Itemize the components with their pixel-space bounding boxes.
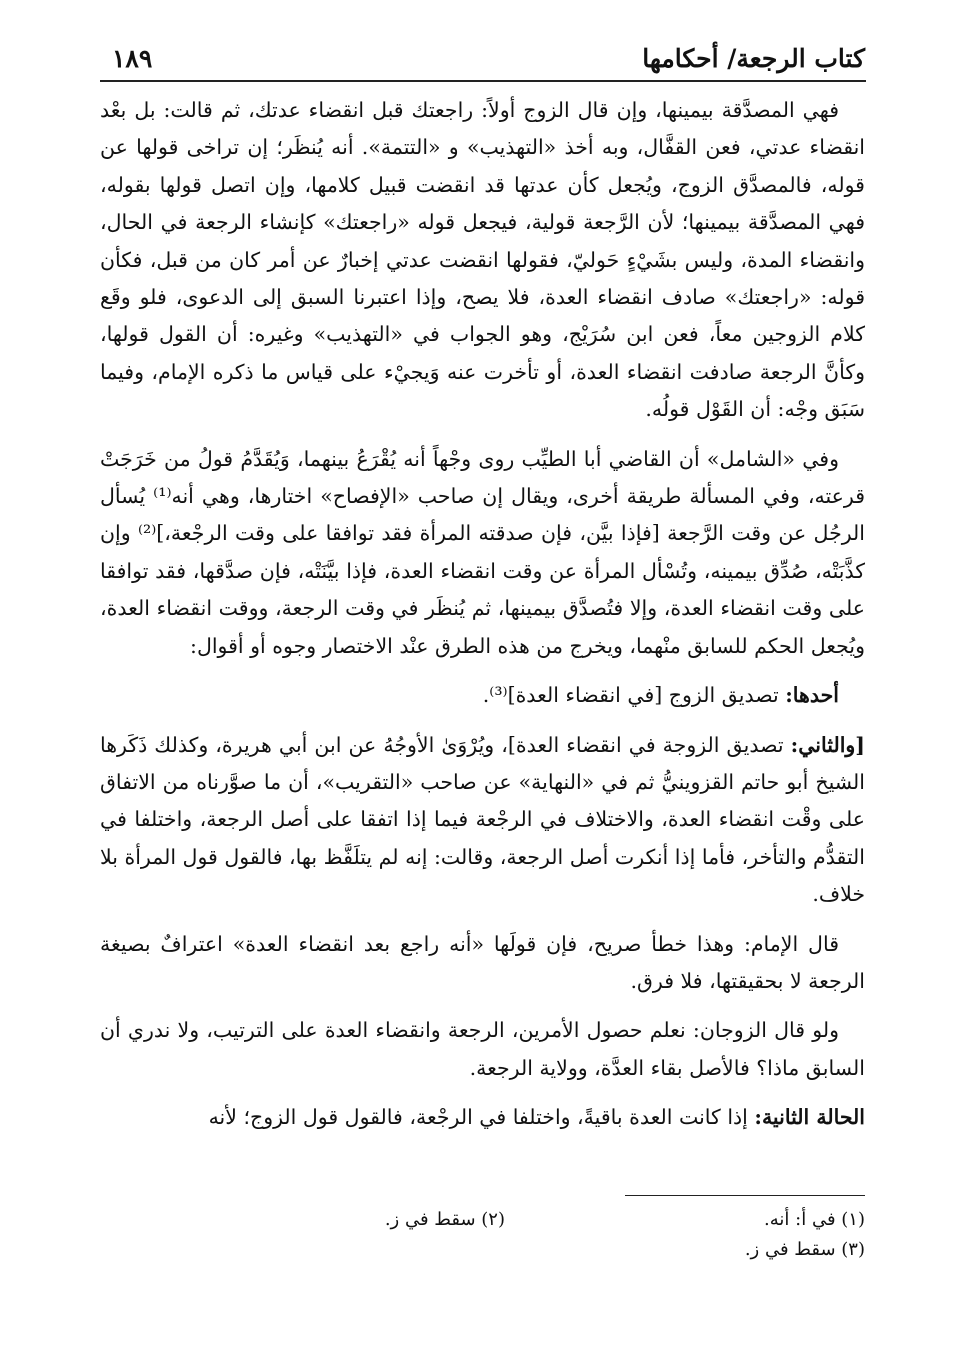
paragraph [100, 1012, 865, 1087]
footnote-row [100, 1205, 865, 1235]
paragraph-lead: أحدها: [785, 683, 839, 708]
paragraph-text: إذا كانت العدة باقيةً، واختلفا في الرجْعة، فالقول قول الزوج؛ لأنه [208, 1105, 755, 1130]
page-header [100, 34, 865, 80]
body-text [100, 92, 865, 1149]
footnote: (٢) سقط في ز. [384, 1209, 505, 1230]
paragraph [100, 727, 865, 914]
paragraph [100, 1099, 865, 1136]
footnotes [100, 1205, 865, 1265]
running-title: كتاب الرجعة/ أحكامها [642, 44, 865, 73]
paragraph-text: ولو قال الزوجان: نعلم حصول الأمرين، الرجعة وانقضاء العدة على الترتيب، ولا ندري أن السابق ماذا؟ فالأصل بقاء العدَّة، وولاية الرجعة. [100, 1018, 865, 1080]
page-number: ١٨٩ [112, 44, 153, 73]
paragraph [100, 926, 865, 1001]
paragraph-text: فهي المصدَّقة بيمينها، وإن قال الزوج أولاً: راجعتك قبل انقضاء عدتك، ثم قالت: بل بعْد انقضاء عدتي، فعن القفَّال، وبه أخذ «التهذيب» و «التتمة». أنه يُنظَر؛ إن تراخى قولها عن قوله، فالمصدَّق الزوج، ويُجعل كأن عدتها قد انقضت قبيل كلامها، وإن اتصل قولها بقوله، فهي المصدَّقة بيمينها؛ لأن الرَّجعة قولية، فيجعل قوله «راجعتك» كإنشاء الرجعة في الحال، وانقضاء المدة، وليس بشَيْءٍ حَوليّ، فقولها انقضت عدتي إخبارٌ عن أمر كان من قبل، فكأن قوله: «راجعتك» صادف انقضاء العدة، فلا يصح، وإذا اعتبرنا السبق إلى الدعوى، فلو وقَع كلام الزوجين معاً، فعن ابن سُرَيْج، وهو الجواب في «التهذيب» وغيره: أن القول قولها، وكأنَّ الرجعة صادفت انقضاء العدة، أو تأخرت عنه وَيجيْء على قياس ما ذكره الإمام، وفيما سَبَق وجْه: أن القَوْل قولُه. [100, 98, 865, 422]
footnote-divider [625, 1195, 865, 1196]
paragraph-lead: الحالة الثانية: [754, 1105, 865, 1130]
paragraph [100, 92, 865, 429]
paragraph [100, 441, 865, 665]
header-divider [100, 80, 866, 82]
footnote: (٣) سقط في ز. [744, 1239, 865, 1260]
paragraph-text: تصديق الزوج [في انقضاء العدة]⁽³⁾. [482, 683, 786, 708]
paragraph-text: وفي «الشامل» أن القاضي أبا الطيِّب روى وجْهاً أنه يُقْرَعُ بينهما، وَيُقَدَّمُ قولُ من خَرَجَتْ قرعته، وفي المسألة طريقة أخرى، ويقال إن صاحب «الإفصاح» اختارها، وهي أنه⁽¹⁾ يُسأل الرجُل عن وقت الرَّجعة [فإذا بيَّن، فإن صدقته المرأة فقد توافقا على وقت الرجْعة،]⁽²⁾ وإن كذَّبَتْه، صُدِّق بيمينه، وتُسْأل المرأة عن وقت انقضاء العدة، فإذا بيَّنَتْه، فإن صدَّقها، فقد توافقا على وقت انقضاء العدة، وإلا فتُصدَّق بيمينها، ثم يُنظَر في وقت الرجعة، ووقت انقضاء العدة، ويُجعل الحكم للسابق منْهما، ويخرج من هذه الطرق عنْد الاختصار وجوه أو أقوال: [100, 446, 865, 658]
paragraph-lead: [والثاني: [790, 732, 865, 757]
footnote-row [100, 1235, 865, 1265]
paragraph-text: قال الإمام: وهذا خطأ صريح، فإن قولَها «أنه راجع بعد انقضاء العدة» اعترافٌ بصيغة الرجعة لا بحقيقتها، فلا فرق. [100, 931, 865, 993]
paragraph-text: تصديق الزوجة في انقضاء العدة]، ويُرْوَىٰ الأوجُهُ عن ابن أبي هريرة، وكذلك ذَكَرها الشيخ أبو حاتم القزوينيُّ ثم في «النهاية» عن صاحب «التقريب»، أن ما صوَّرناه من الاتفاق على وقْت انقضاء العدة، والاختلاف في الرجْعة فيما إذا اتفقا على أصل الرجعة، واختلفا في التقدُّم والتأخر، فأما إذا أنكرت أصل الرجعة، وقالت: إنه لم يتلَفَّظ بها، فالقول قول المرأة بلا خلاف. [100, 732, 865, 907]
footnote: (١) في أ: أنه. [764, 1209, 865, 1230]
paragraph [100, 677, 865, 714]
